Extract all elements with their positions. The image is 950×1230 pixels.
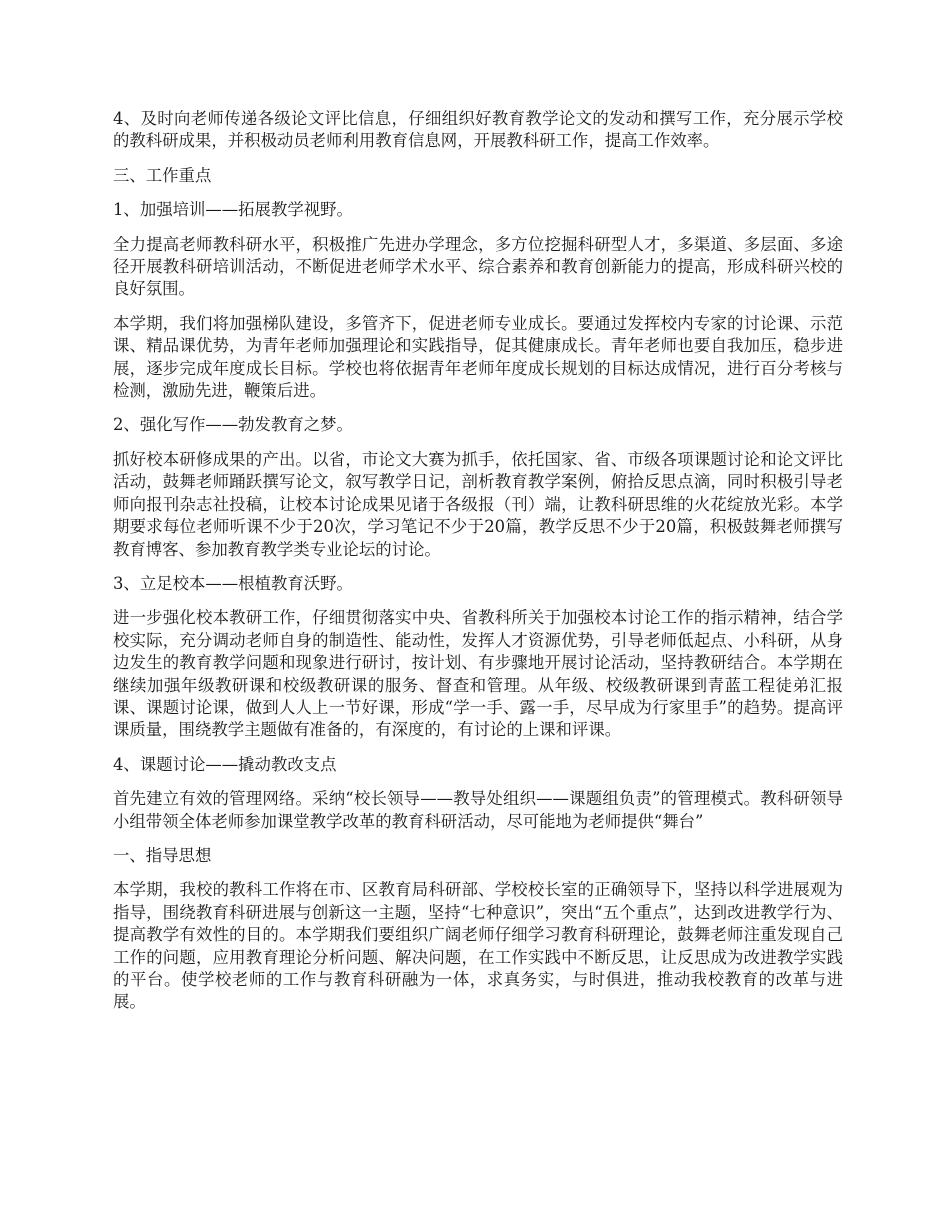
subheading-school-based: 3、立足校本——根植教育沃野。 xyxy=(113,573,353,593)
paragraph-item-4-essay-info: 4、及时向老师传递各级论文评比信息，仔细组织好教育教学论文的发动和撰写工作，充分展示学校的教科研成果，并积极动员老师利用教育信息网，开展教科研工作，提高工作效率。 xyxy=(113,109,843,151)
paragraph-training-goal: 全力提高老师教科研水平，积极推广先进办学理念，多方位挖掘科研型人才，多渠道、多层面、多途径开展教科研培训活动，不断促进老师学术水平、综合素养和教育创新能力的提高，形成科研兴校的良好氛围。 xyxy=(113,234,843,299)
document-body xyxy=(113,108,843,1026)
paragraph-teacher-growth: 本学期，我们将加强梯队建设，多管齐下，促进老师专业成长。要通过发挥校内专家的讨论课、示范课、精品课优势，为青年老师加强理论和实践指导，促其健康成长。青年老师也要自我加压，稳步进展，逐步完成年度成长目标。学校也将依据青年老师年度成长规划的目标达成情况，进行百分考核与检测，激励先进，鞭策后进。 xyxy=(113,313,843,401)
section-heading-work-focus: 三、工作重点 xyxy=(113,165,212,185)
paragraph-guiding-ideology: 本学期，我校的教科工作将在市、区教育局科研部、学校校长室的正确领导下，坚持以科学进展观为指导，围绕教育科研进展与创新这一主题，坚持“七种意识”，突出“五个重点”，达到改进教学行为、提高教学有效性的目的。本学期我们要组织广阔老师仔细学习教育科研理论，鼓舞老师注重发现自己工作的问题，应用教育理论分析问题、解决问题，在工作实践中不断反思，让反思成为改进教学实践的平台。使学校老师的工作与教育科研融为一体，求真务实，与时俱进，推动我校教育的改革与进展。 xyxy=(113,880,843,1012)
paragraph-management-network: 首先建立有效的管理网络。采纳“校长领导——教导处组织——课题组负责”的管理模式。教科研领导小组带领全体老师参加课堂教学改革的教育科研活动，尽可能地为老师提供“舞台” xyxy=(113,789,843,831)
section-heading-guiding-ideology: 一、指导思想 xyxy=(113,845,212,865)
subheading-training: 1、加强培训——拓展教学视野。 xyxy=(113,200,353,220)
paragraph-school-based-research: 进一步强化校本教研工作，仔细贯彻落实中央、省教科所关于加强校本讨论工作的指示精神，结合学校实际，充分调动老师自身的制造性、能动性，发挥人才资源优势，引导老师低起点、小科研，从身边发生的教育教学问题和现象进行研讨，按计划、有步骤地开展讨论活动，坚持教研结合。本学期在继续加强年级教研课和校级教研课的服务、督查和管理。从年级、校级教研课到青蓝工程徒弟汇报课、课题讨论课，做到人人上一节好课，形成“学一手、露一手，尽早成为行家里手”的趋势。提高评课质量，围绕教学主题做有准备的，有深度的，有讨论的上课和评课。 xyxy=(113,608,843,740)
paragraph-writing-output: 抓好校本研修成果的产出。以省，市论文大赛为抓手，依托国家、省、市级各项课题讨论和论文评比活动，鼓舞老师踊跃撰写论文，叙写教学日记，剖析教育教学案例，俯拾反思点滴，同时积极引导老师向报刊杂志社投稿，让校本讨论成果见诸于各级报（刊）端，让教科研思维的火花绽放光彩。本学期要求每位老师听课不少于20次，学习笔记不少于20篇，教学反思不少于20篇，积极鼓舞老师撰写教育博客、参加教育教学类专业论坛的讨论。 xyxy=(113,449,843,559)
subheading-writing: 2、强化写作——勃发教育之梦。 xyxy=(113,415,353,435)
subheading-project-research: 4、课题讨论——撬动教改支点 xyxy=(113,754,337,774)
